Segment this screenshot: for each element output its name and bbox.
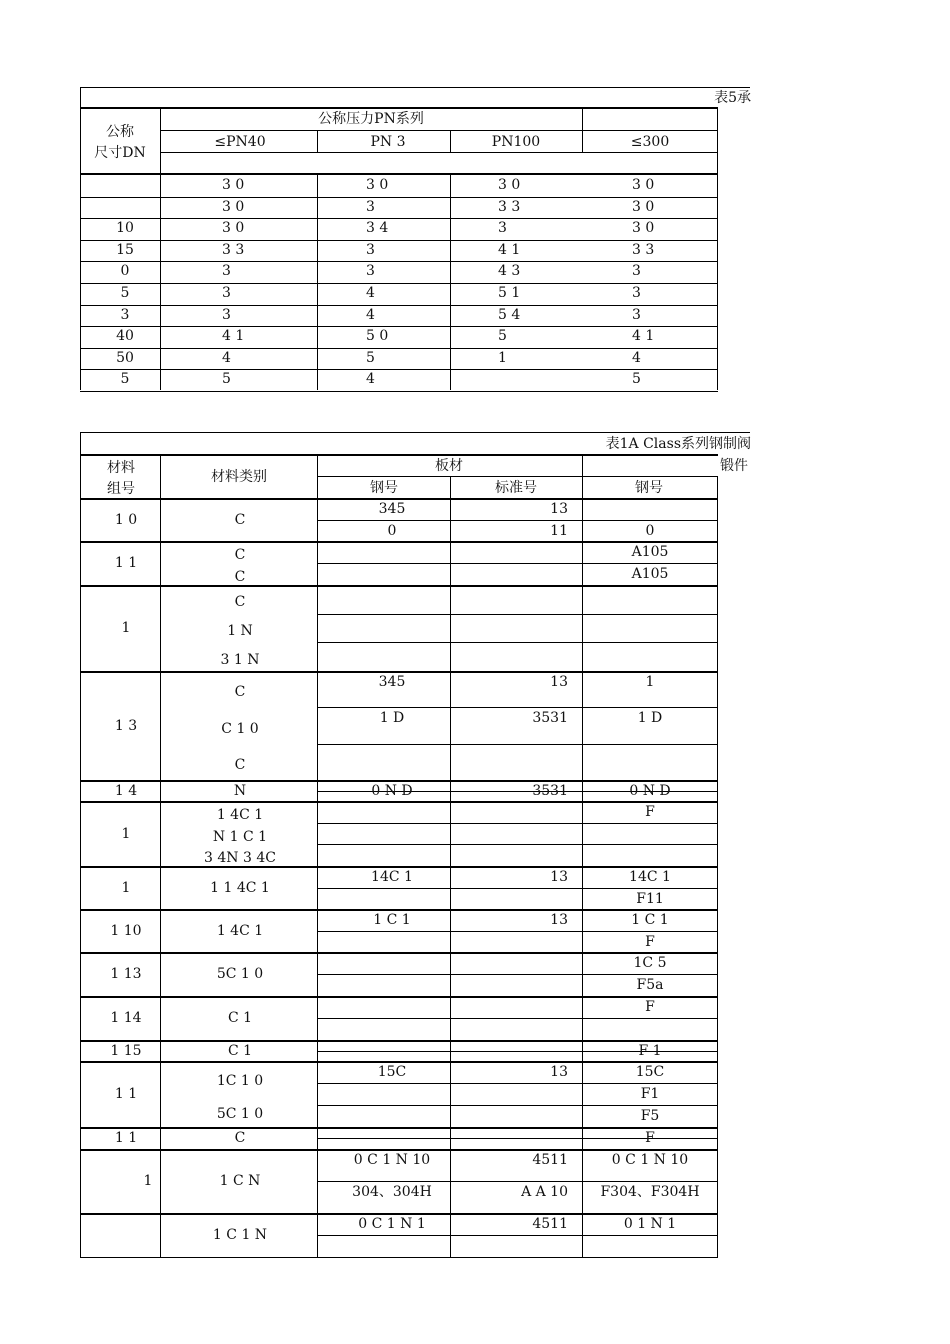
- table1-cell: 4: [632, 350, 641, 366]
- subrow-line: [317, 707, 717, 708]
- header-class300: ≤300: [630, 134, 670, 150]
- plate-steel-no: 345: [378, 674, 406, 690]
- material-category: C: [234, 757, 246, 773]
- plate-steel-no: 0 C 1 N 10: [353, 1152, 431, 1168]
- table1-cell: 3 0: [366, 177, 389, 193]
- row-line: [80, 305, 718, 306]
- header-plate: 板材: [435, 458, 463, 474]
- header-steel-no: 钢号: [370, 480, 398, 496]
- forging-steel-no: 14C 1: [629, 869, 671, 885]
- forging-steel-no: F304、F304H: [600, 1184, 700, 1200]
- material-category: 1 1 4C 1: [210, 880, 270, 896]
- forging-steel-no: F: [645, 1130, 655, 1146]
- table2-left-border: [80, 432, 81, 1257]
- material-category: N 1 C 1: [212, 829, 268, 845]
- material-group-no: 1 3: [114, 718, 138, 734]
- group-line: [80, 541, 718, 543]
- forging-steel-no: F5a: [636, 977, 664, 993]
- header-pn100: PN100: [491, 134, 541, 150]
- group-line: [80, 1127, 718, 1129]
- header-divider: [317, 476, 717, 477]
- table1-cell: 3: [632, 307, 641, 323]
- standard-no: 4511: [532, 1152, 568, 1168]
- group-line: [80, 1257, 718, 1258]
- plate-steel-no: 304、304H: [352, 1184, 432, 1200]
- forging-steel-no: F1: [640, 1086, 660, 1102]
- forging-steel-no: 1: [645, 674, 655, 690]
- material-group-no: 1 15: [110, 1043, 142, 1059]
- forging-steel-no: F5: [640, 1108, 660, 1124]
- material-category: 1 C 1 N: [212, 1227, 268, 1243]
- table1-cell: 15: [116, 242, 134, 258]
- group-line: [80, 952, 718, 954]
- material-category: C: [234, 547, 246, 563]
- subrow-line: [317, 1018, 717, 1019]
- table1-cell: 5: [120, 371, 130, 387]
- material-group-no: 1: [121, 880, 131, 896]
- forging-steel-no: F11: [636, 891, 664, 907]
- material-category: C 1: [227, 1010, 253, 1026]
- table1-cell: 3 0: [222, 177, 245, 193]
- plate-steel-no: 15C: [377, 1064, 407, 1080]
- table1-cell: 5 0: [366, 328, 389, 344]
- standard-no: 13: [550, 501, 568, 517]
- table1-cell: 4 1: [498, 242, 521, 258]
- material-category: 1C 1 0: [216, 1073, 264, 1089]
- table1-cell: 4: [366, 371, 375, 387]
- row-line: [80, 326, 718, 327]
- material-group-no: 1 13: [110, 966, 142, 982]
- table1-cell: 3: [120, 307, 130, 323]
- header-forgings: 锻件: [720, 458, 748, 474]
- col-line: [582, 107, 583, 152]
- table1-cell: 3 0: [632, 220, 655, 236]
- group-line: [80, 1061, 718, 1063]
- material-category: C: [234, 684, 246, 700]
- plate-steel-no: 1 D: [379, 710, 405, 726]
- table1-title: 表5承: [714, 90, 751, 106]
- group-line: [80, 866, 718, 868]
- table1-cell: 5 1: [498, 285, 521, 301]
- material-category: 1 N: [227, 623, 253, 639]
- table1-left-border: [80, 87, 81, 390]
- header-standard-no: 标准号: [495, 480, 537, 496]
- forging-steel-no: F: [645, 999, 655, 1015]
- header-material-group: 材料 组号: [107, 460, 135, 497]
- group-line: [80, 996, 718, 998]
- table1-title-bottom: [80, 107, 718, 109]
- forging-steel-no: 1 C 1: [631, 912, 669, 928]
- row-line: [80, 391, 718, 392]
- table1-cell: 4 3: [498, 263, 521, 279]
- material-category: N: [233, 783, 247, 799]
- forging-steel-no: 0: [645, 523, 655, 539]
- forging-steel-no: 1 D: [637, 710, 663, 726]
- forging-steel-no: 15C: [635, 1064, 665, 1080]
- table1-cell: 3 0: [222, 220, 245, 236]
- table1-cell: 5: [632, 371, 641, 387]
- subrow-line: [317, 642, 717, 643]
- subrow-line: [317, 974, 717, 975]
- forging-steel-no: 0 N D: [629, 783, 671, 799]
- table2-title: 表1A Class系列钢制阀: [605, 436, 751, 452]
- material-group-no: 1: [143, 1173, 153, 1189]
- material-category: C 1 0: [221, 721, 259, 737]
- material-category: 1 4C 1: [216, 923, 264, 939]
- group-line: [80, 1213, 718, 1215]
- material-category: 1 C N: [219, 1173, 261, 1189]
- table1-cell: 3 3: [632, 242, 655, 258]
- subrow-line: [317, 1235, 717, 1236]
- header-divider: [160, 130, 717, 131]
- header-pn40: ≤PN40: [214, 134, 266, 150]
- standard-no: 3531: [532, 783, 568, 799]
- forging-steel-no: A105: [631, 544, 669, 560]
- subrow-line: [317, 888, 717, 889]
- material-group-no: 1: [121, 826, 131, 842]
- col-line: [582, 454, 583, 1257]
- table1-cell: 0: [120, 263, 130, 279]
- table1-cell: 50: [116, 350, 134, 366]
- row-line: [80, 283, 718, 284]
- material-category: C: [234, 594, 246, 610]
- table1-cell: 3: [222, 263, 231, 279]
- header-pn-series: 公称压力PN系列: [318, 111, 424, 127]
- col-line: [450, 130, 451, 152]
- table1-cell: 3: [366, 199, 375, 215]
- subrow-line: [317, 614, 717, 615]
- table1-cell: 3 3: [498, 199, 521, 215]
- group-line: [80, 1149, 718, 1151]
- subrow-line: [317, 844, 717, 845]
- material-group-no: 1: [121, 620, 131, 636]
- table1-cell: 5: [120, 285, 130, 301]
- material-category: C: [234, 512, 246, 528]
- col-line: [317, 454, 318, 1257]
- plate-steel-no: 0 C 1 N 1: [358, 1216, 426, 1232]
- plate-steel-no: 0 N D: [371, 783, 413, 799]
- subrow-line: [317, 931, 717, 932]
- material-group-no: 1 0: [114, 512, 138, 528]
- group-line: [80, 909, 718, 911]
- forging-steel-no: F 1: [638, 1043, 662, 1059]
- standard-no: 13: [550, 869, 568, 885]
- forging-steel-no: F: [645, 804, 655, 820]
- forging-steel-no: F: [645, 934, 655, 950]
- row-line: [80, 369, 718, 370]
- table1-top-border: [80, 87, 750, 88]
- material-category: 3 4N 3 4C: [204, 850, 276, 866]
- row-line: [80, 240, 718, 241]
- table1-cell: 5: [498, 328, 507, 344]
- header-pn3: PN 3: [370, 134, 406, 150]
- table1-cell: 3: [366, 263, 375, 279]
- header-bottom: [80, 173, 718, 175]
- subrow-line: [317, 1105, 717, 1106]
- header-bottom: [80, 498, 718, 500]
- table1-cell: 40: [116, 328, 134, 344]
- standard-no: 13: [550, 1064, 568, 1080]
- table1-cell: 3 4: [366, 220, 389, 236]
- subrow-line: [317, 563, 717, 564]
- col-line: [317, 130, 318, 152]
- table1-cell: 3: [222, 285, 231, 301]
- table1-cell: 3 0: [498, 177, 521, 193]
- plate-steel-no: 1 C 1: [373, 912, 411, 928]
- table1-cell: 3: [632, 285, 641, 301]
- material-group-no: 1 1: [114, 1086, 138, 1102]
- group-line: [80, 585, 718, 587]
- material-category: C: [234, 569, 246, 585]
- table1-cell: 4: [222, 350, 231, 366]
- header-nominal-size: 公称 尺寸DN: [94, 124, 146, 161]
- forging-steel-no: 0 C 1 N 10: [611, 1152, 689, 1168]
- material-group-no: 1 14: [110, 1010, 142, 1026]
- material-category: 1 4C 1: [216, 807, 264, 823]
- forging-steel-no: A105: [631, 566, 669, 582]
- forging-steel-no: 1C 5: [633, 955, 667, 971]
- table1-cell: 3: [222, 307, 231, 323]
- table1-cell: 3: [498, 220, 507, 236]
- table1-cell: 3 3: [222, 242, 245, 258]
- material-group-no: 1 1: [114, 1130, 138, 1146]
- col-line: [160, 454, 161, 1257]
- group-line: [80, 801, 718, 803]
- group-line: [80, 1040, 718, 1042]
- table1-cell: 5: [366, 350, 375, 366]
- group-line: [80, 671, 718, 673]
- material-group-no: 1 4: [114, 783, 138, 799]
- material-category: C 1: [227, 1043, 253, 1059]
- subrow-line: [317, 1138, 717, 1139]
- group-line: [80, 780, 718, 782]
- material-category: 5C 1 0: [216, 1106, 264, 1122]
- header-material-category: 材料类别: [211, 469, 267, 485]
- subrow-line: [317, 1083, 717, 1084]
- standard-no: 13: [550, 674, 568, 690]
- table1-cell: 10: [116, 220, 134, 236]
- plate-steel-no: 0: [387, 523, 397, 539]
- table1-cell: 1: [498, 350, 507, 366]
- subrow-line: [317, 520, 717, 521]
- subrow-line: [317, 744, 717, 745]
- col-line: [450, 173, 451, 390]
- table2-top-border: [80, 432, 750, 433]
- table1-cell: 4: [366, 307, 375, 323]
- subrow-line: [317, 1181, 717, 1182]
- row-line: [80, 348, 718, 349]
- table1-cell: 4 1: [222, 328, 245, 344]
- table1-cell: 5 4: [498, 307, 521, 323]
- col-line: [317, 173, 318, 390]
- standard-no: 3531: [532, 710, 568, 726]
- plate-steel-no: 14C 1: [371, 869, 413, 885]
- table1-cell: 3: [632, 263, 641, 279]
- row-line: [80, 261, 718, 262]
- table1-cell: 4: [366, 285, 375, 301]
- table1-cell: 4 1: [632, 328, 655, 344]
- standard-no: 4511: [532, 1216, 568, 1232]
- forging-steel-no: 0 1 N 1: [623, 1216, 677, 1232]
- table1-cell: 3 0: [632, 177, 655, 193]
- row-line: [80, 218, 718, 219]
- table1-cell: 3 0: [222, 199, 245, 215]
- table1-cell: 3: [366, 242, 375, 258]
- standard-no: A A 10: [521, 1184, 568, 1200]
- standard-no: 13: [550, 912, 568, 928]
- material-category: 5C 1 0: [216, 966, 264, 982]
- row-line: [80, 197, 718, 198]
- header-steel-no-forging: 钢号: [635, 480, 663, 496]
- material-group-no: 1 1: [114, 555, 138, 571]
- header-divider: [160, 152, 717, 153]
- subrow-line: [317, 823, 717, 824]
- plate-steel-no: 345: [378, 501, 406, 517]
- material-category: 3 1 N: [220, 652, 260, 668]
- standard-no: 11: [550, 523, 568, 539]
- material-group-no: 1 10: [110, 923, 142, 939]
- table1-cell: 3 0: [632, 199, 655, 215]
- table2-title-bottom: [80, 454, 718, 456]
- table1-cell: 5: [222, 371, 231, 387]
- material-category: C: [234, 1130, 246, 1146]
